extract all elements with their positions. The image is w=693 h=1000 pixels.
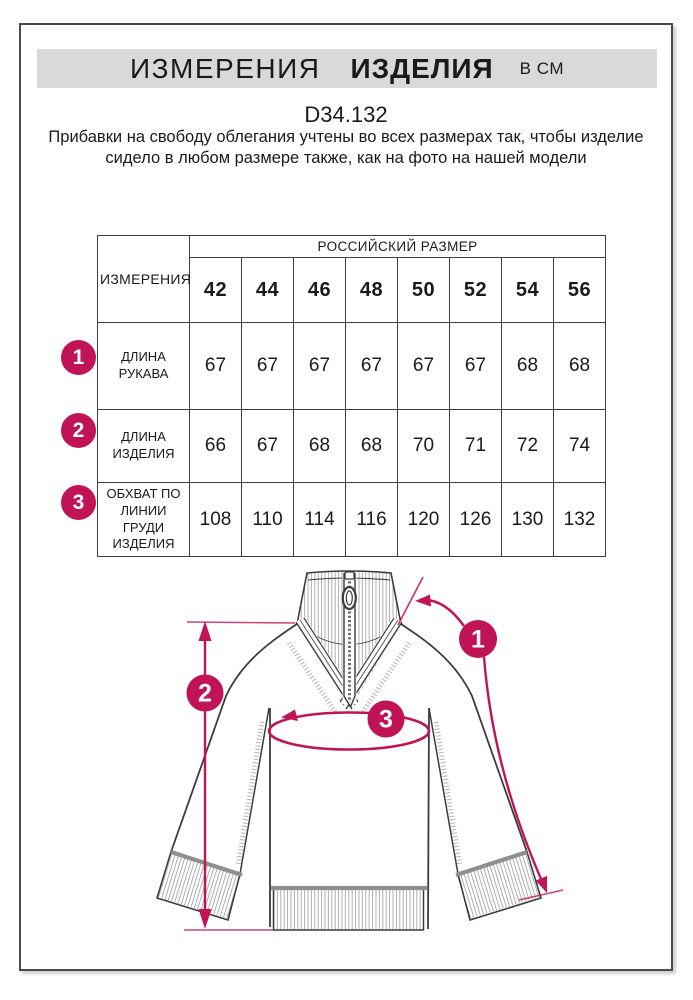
title-unit-label: В СМ xyxy=(519,58,564,78)
size-group-header: РОССИЙСКИЙ РАЗМЕР xyxy=(190,236,606,258)
value-cell: 130 xyxy=(502,483,554,557)
svg-text:2: 2 xyxy=(198,679,212,708)
svg-text:3: 3 xyxy=(379,705,393,734)
measure-col-header: ИЗМЕРЕНИЯ xyxy=(98,236,190,323)
value-cell: 114 xyxy=(294,483,346,557)
value-cell: 66 xyxy=(190,410,242,483)
value-cell: 116 xyxy=(346,483,398,557)
sleeve-left xyxy=(157,624,297,920)
value-cell: 126 xyxy=(450,483,502,557)
size-header: 56 xyxy=(554,258,606,323)
zipper xyxy=(343,572,357,707)
value-cell: 120 xyxy=(398,483,450,557)
size-header: 46 xyxy=(294,258,346,323)
sleeve-right xyxy=(401,624,541,920)
row-label: ОБХВАТ ПО ЛИНИИ ГРУДИ ИЗДЕЛИЯ xyxy=(98,483,190,557)
fit-description: Прибавки на свободу облегания учтены во всех размерах так, чтобы изделие сидело в любом размере также, как на фото на нашей модели xyxy=(48,128,644,168)
table-row xyxy=(98,323,606,410)
page-title: ИЗМЕРЕНИЯ xyxy=(130,52,321,84)
value-cell: 68 xyxy=(502,323,554,410)
row-label: ДЛИНА РУКАВА xyxy=(98,323,190,410)
table-row xyxy=(98,483,606,557)
row-label: ДЛИНА ИЗДЕЛИЯ xyxy=(98,410,190,483)
size-header: 54 xyxy=(502,258,554,323)
size-header: 50 xyxy=(398,258,450,323)
value-cell: 67 xyxy=(190,323,242,410)
title-bar xyxy=(37,49,657,88)
value-cell: 67 xyxy=(398,323,450,410)
value-cell: 67 xyxy=(346,323,398,410)
zipper-pull xyxy=(343,587,356,609)
table-row xyxy=(98,410,606,483)
size-header: 44 xyxy=(242,258,294,323)
size-header: 52 xyxy=(450,258,502,323)
row-marker-1: 1 xyxy=(61,340,96,375)
value-cell: 108 xyxy=(190,483,242,557)
value-cell: 68 xyxy=(346,410,398,483)
value-cell: 68 xyxy=(554,323,606,410)
row-marker-3: 3 xyxy=(61,485,96,520)
size-table xyxy=(97,235,606,557)
value-cell: 67 xyxy=(450,323,502,410)
size-header: 48 xyxy=(346,258,398,323)
value-cell: 70 xyxy=(398,410,450,483)
value-cell: 67 xyxy=(242,323,294,410)
garment-diagram xyxy=(21,555,675,972)
value-cell: 72 xyxy=(502,410,554,483)
value-cell: 132 xyxy=(554,483,606,557)
product-code: D34.132 xyxy=(304,102,388,127)
measure-line-3 xyxy=(269,710,429,750)
value-cell: 110 xyxy=(242,483,294,557)
body-hem xyxy=(270,705,429,930)
page-title-accent: ИЗДЕЛИЯ xyxy=(350,52,494,84)
value-cell: 67 xyxy=(242,410,294,483)
size-header: 42 xyxy=(190,258,242,323)
value-cell: 74 xyxy=(554,410,606,483)
row-marker-2: 2 xyxy=(61,413,96,448)
value-cell: 71 xyxy=(450,410,502,483)
value-cell: 67 xyxy=(294,323,346,410)
page-frame xyxy=(19,23,673,971)
svg-text:1: 1 xyxy=(471,625,485,654)
value-cell: 68 xyxy=(294,410,346,483)
